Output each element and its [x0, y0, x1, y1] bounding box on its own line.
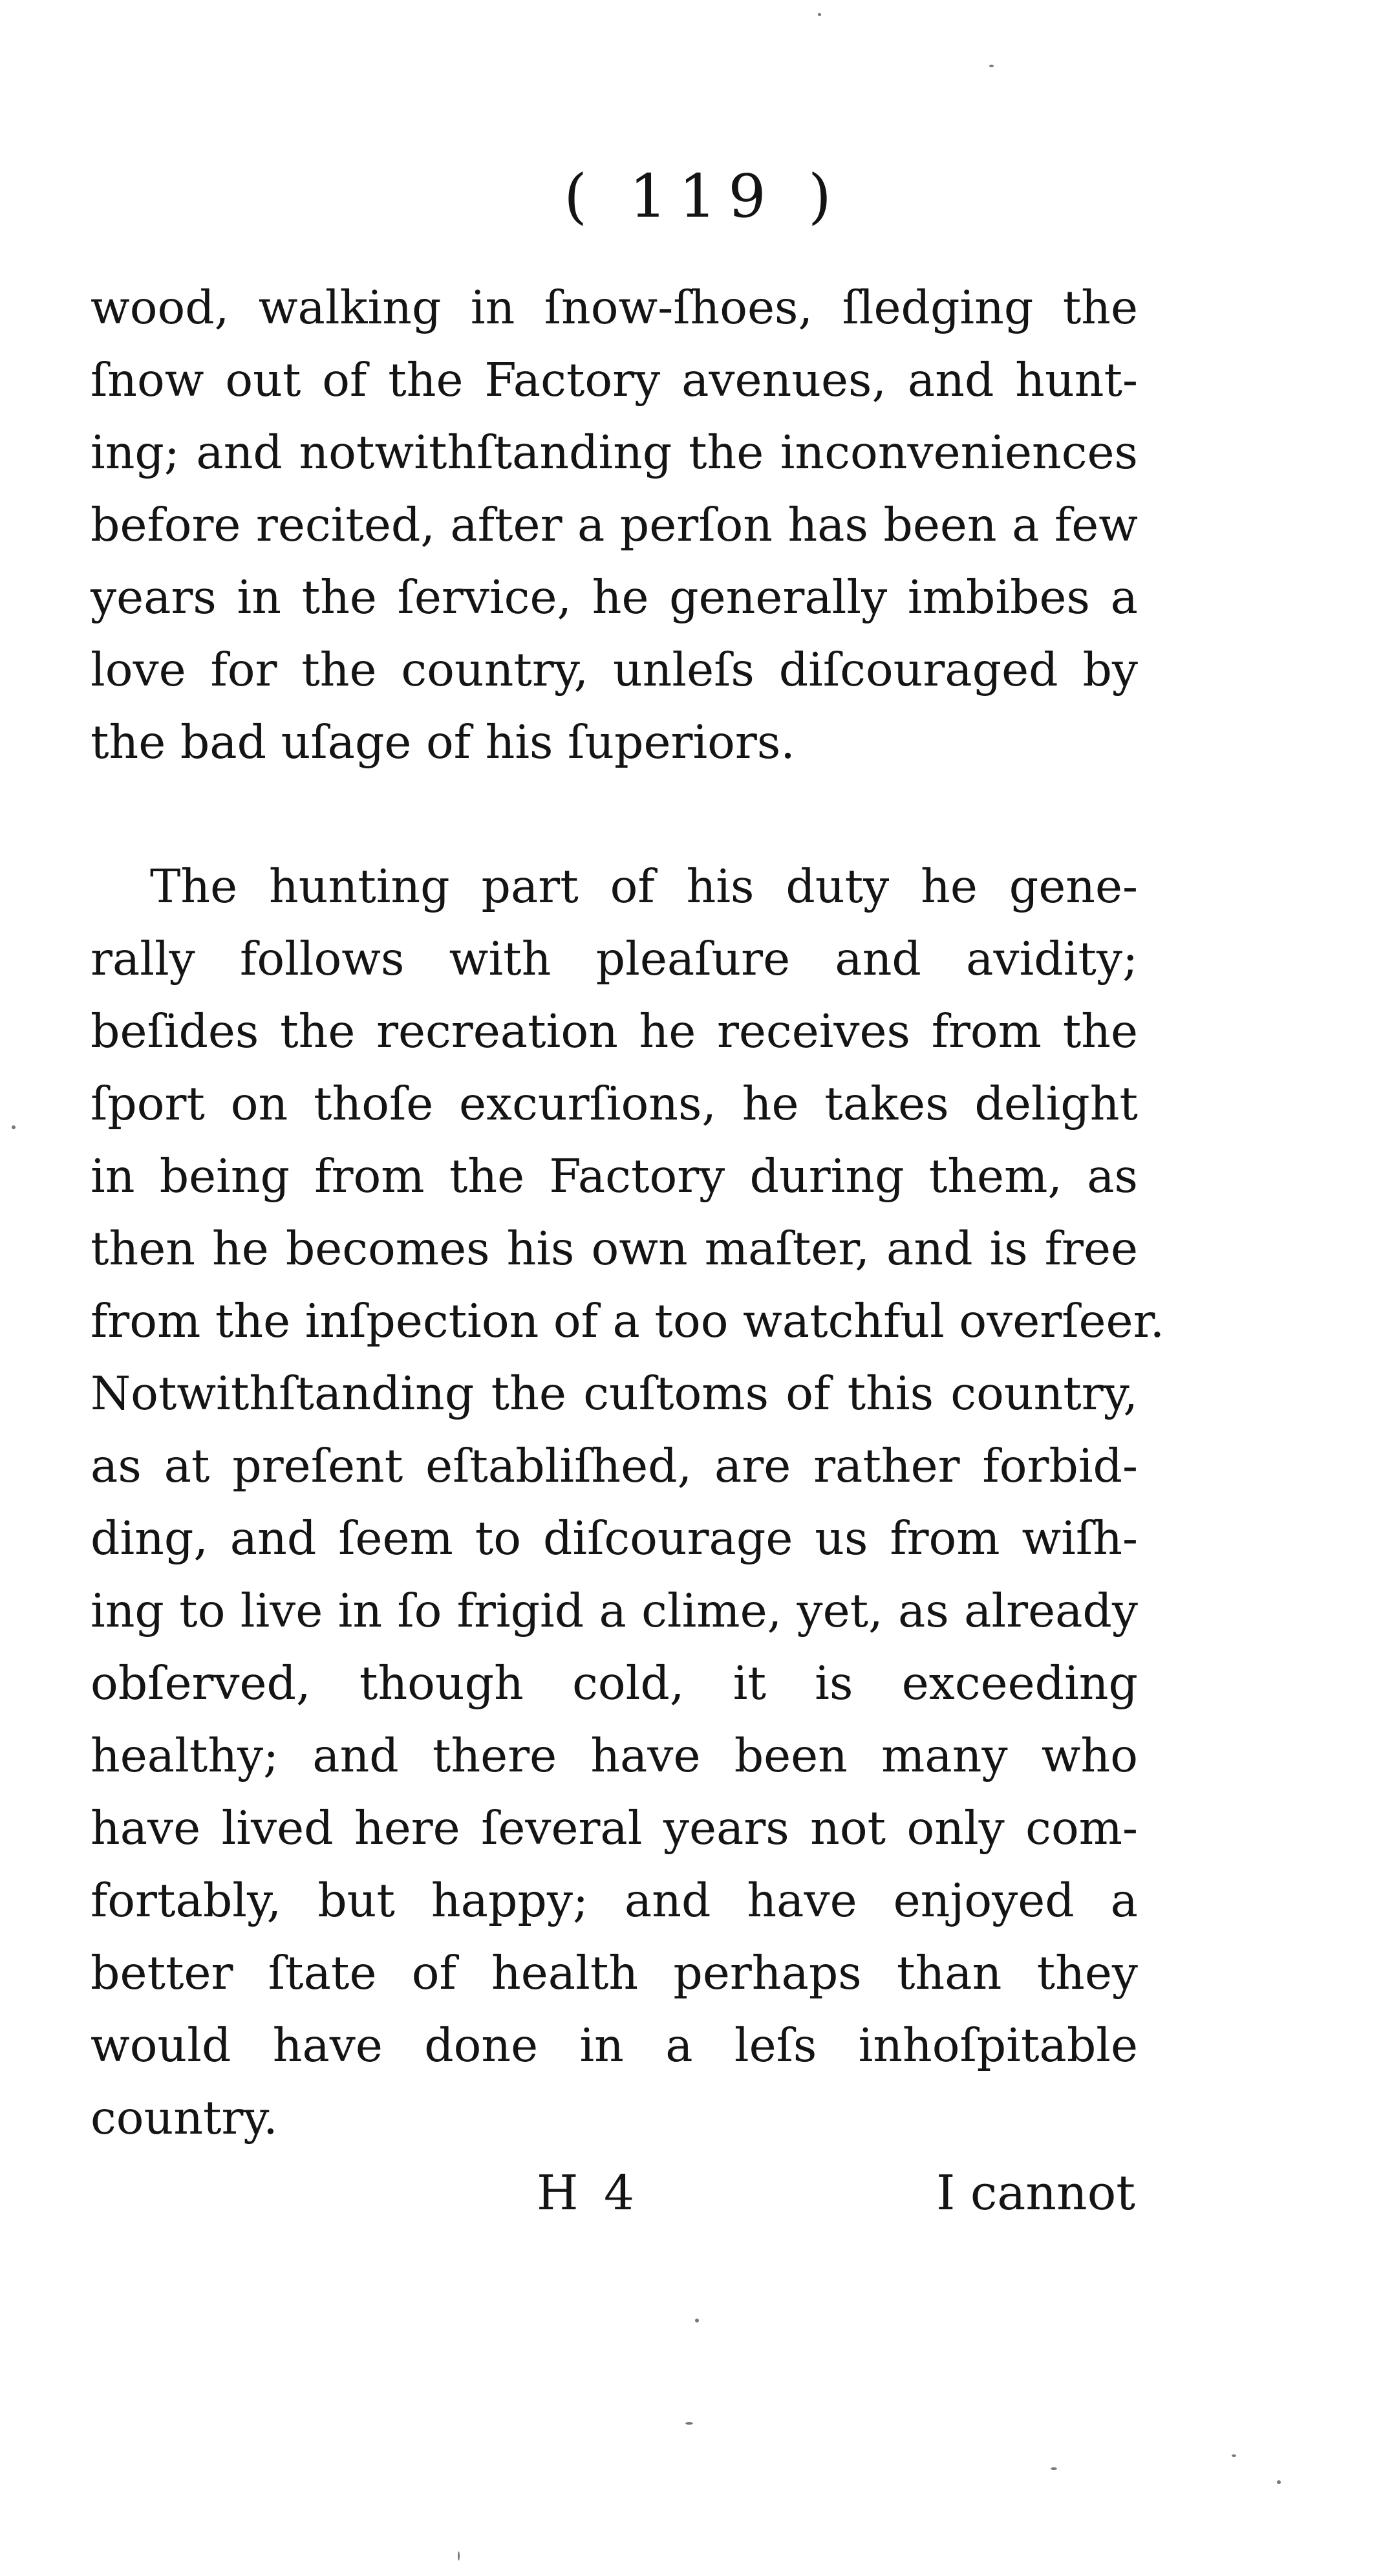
paper-speck	[458, 2551, 460, 2560]
text-line: ing to live in ſo frigid a clime, yet, as already	[91, 1584, 1138, 1638]
text-line: The hunting part of his duty he gene-	[150, 860, 1138, 913]
text-line: years in the ſervice, he generally imbibes a	[91, 570, 1138, 624]
text-line: healthy; and there have been many who	[91, 1729, 1138, 1782]
text-line: would have done in a leſs inhoſpitable	[91, 2019, 1138, 2072]
text-line: as at preſent eſtabliſhed, are rather forbid-	[91, 1439, 1138, 1493]
text-line: country.	[91, 2091, 278, 2145]
paper-speck	[1277, 2480, 1281, 2484]
text-line: Notwithſtanding the cuſtoms of this country,	[91, 1367, 1138, 1420]
text-line: from the inſpection of a too watchful overſeer.	[91, 1294, 1165, 1348]
text-line: then he becomes his own maſter, and is free	[91, 1222, 1138, 1275]
paper-speck	[695, 2319, 699, 2322]
paper-speck	[1232, 2454, 1236, 2457]
text-line: ding, and ſeem to diſcourage us from wiſh-	[91, 1511, 1138, 1565]
text-line: ſnow out of the Factory avenues, and hunt-	[91, 353, 1138, 407]
signature-mark: H 4	[537, 2165, 640, 2221]
text-line: the bad uſage of his ſuperiors.	[91, 715, 795, 769]
page-number-header: ( 119 )	[564, 162, 843, 231]
text-line: obſerved, though cold, it is exceeding	[91, 1656, 1138, 1710]
text-line: ſport on thoſe excurſions, he takes delight	[91, 1077, 1138, 1131]
text-line: in being from the Factory during them, as	[91, 1149, 1138, 1203]
text-line: better ſtate of health perhaps than they	[91, 1946, 1138, 2000]
text-line: wood, walking in ſnow-ſhoes, ſledging the	[91, 281, 1138, 334]
paper-speck	[989, 65, 994, 67]
paper-speck	[1051, 2467, 1057, 2470]
text-line: ing; and notwithſtanding the inconveniences	[91, 426, 1138, 479]
catchword: I cannot	[936, 2165, 1135, 2221]
text-line: beſides the recreation he receives from the	[91, 1004, 1138, 1058]
text-line: before recited, after a perſon has been a few	[91, 498, 1138, 552]
text-line: love for the country, unleſs diſcouraged by	[91, 643, 1138, 697]
paper-speck	[818, 13, 821, 16]
paper-speck	[12, 1125, 16, 1129]
text-line: rally follows with pleaſure and avidity;	[91, 932, 1138, 986]
text-line: have lived here ſeveral years not only com-	[91, 1801, 1138, 1855]
paper-speck	[685, 2422, 693, 2425]
text-line: fortably, but happy; and have enjoyed a	[91, 1874, 1138, 1927]
